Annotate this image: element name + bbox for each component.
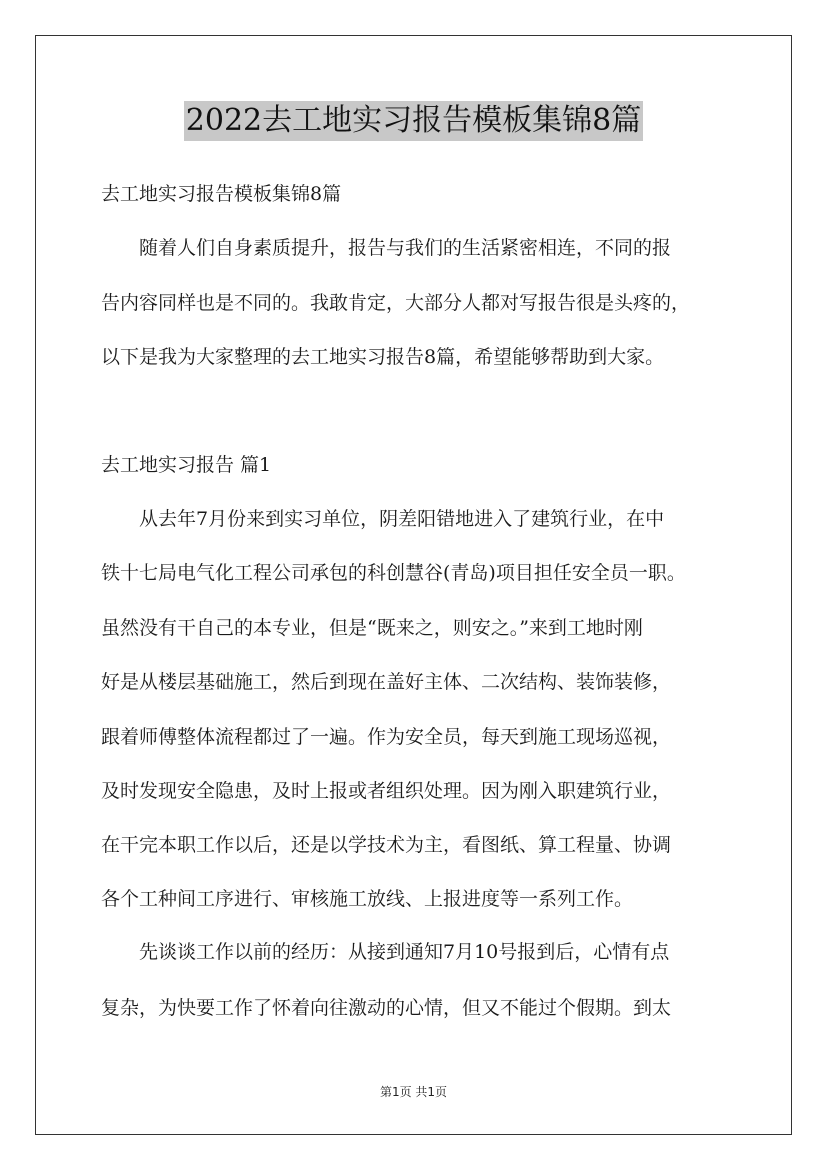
intro-line: 以下是我为大家整理的去工地实习报告8篇，希望能够帮助到大家。 — [101, 346, 665, 368]
intro-line: 告内容同样也是不同的。我敢肯定，大部分人都对写报告很是头疼的， — [101, 292, 691, 314]
section-heading: 去工地实习报告 篇1 — [101, 454, 272, 476]
section-line: 复杂，为快要工作了怀着向往激动的心情，但又不能过个假期。到太 — [101, 997, 672, 1019]
section-line: 在干完本职工作以后，还是以学技术为主，看图纸、算工程量、协调 — [101, 834, 672, 856]
section-line: 虽然没有干自己的本专业，但是“既来之，则安之。”来到工地时刚 — [101, 617, 643, 639]
section-line: 从去年7月份来到实习单位，阴差阳错地进入了建筑行业，在中 — [101, 508, 665, 530]
page-footer: 第1页 共1页 — [379, 1085, 448, 1099]
section-line: 铁十七局电气化工程公司承包的科创慧谷(青岛)项目担任安全员一职。 — [101, 562, 686, 584]
intro-line: 随着人们自身素质提升，报告与我们的生活紧密相连，不同的报 — [101, 237, 672, 259]
title-container — [0, 101, 827, 141]
section-line: 跟着师傅整体流程都过了一遍。作为安全员，每天到施工现场巡视， — [101, 726, 672, 748]
section-line: 好是从楼层基础施工，然后到现在盖好主体、二次结构、装饰装修， — [101, 671, 672, 693]
document-title: 2022去工地实习报告模板集锦8篇 — [184, 101, 643, 141]
section-line: 各个工种间工序进行、审核施工放线、上报进度等一系列工作。 — [101, 888, 634, 910]
subtitle: 去工地实习报告模板集锦8篇 — [101, 183, 342, 205]
section-line: 及时发现安全隐患，及时上报或者组织处理。因为刚入职建筑行业， — [101, 780, 672, 802]
section-line: 先谈谈工作以前的经历：从接到通知7月10号报到后，心情有点 — [101, 941, 670, 963]
